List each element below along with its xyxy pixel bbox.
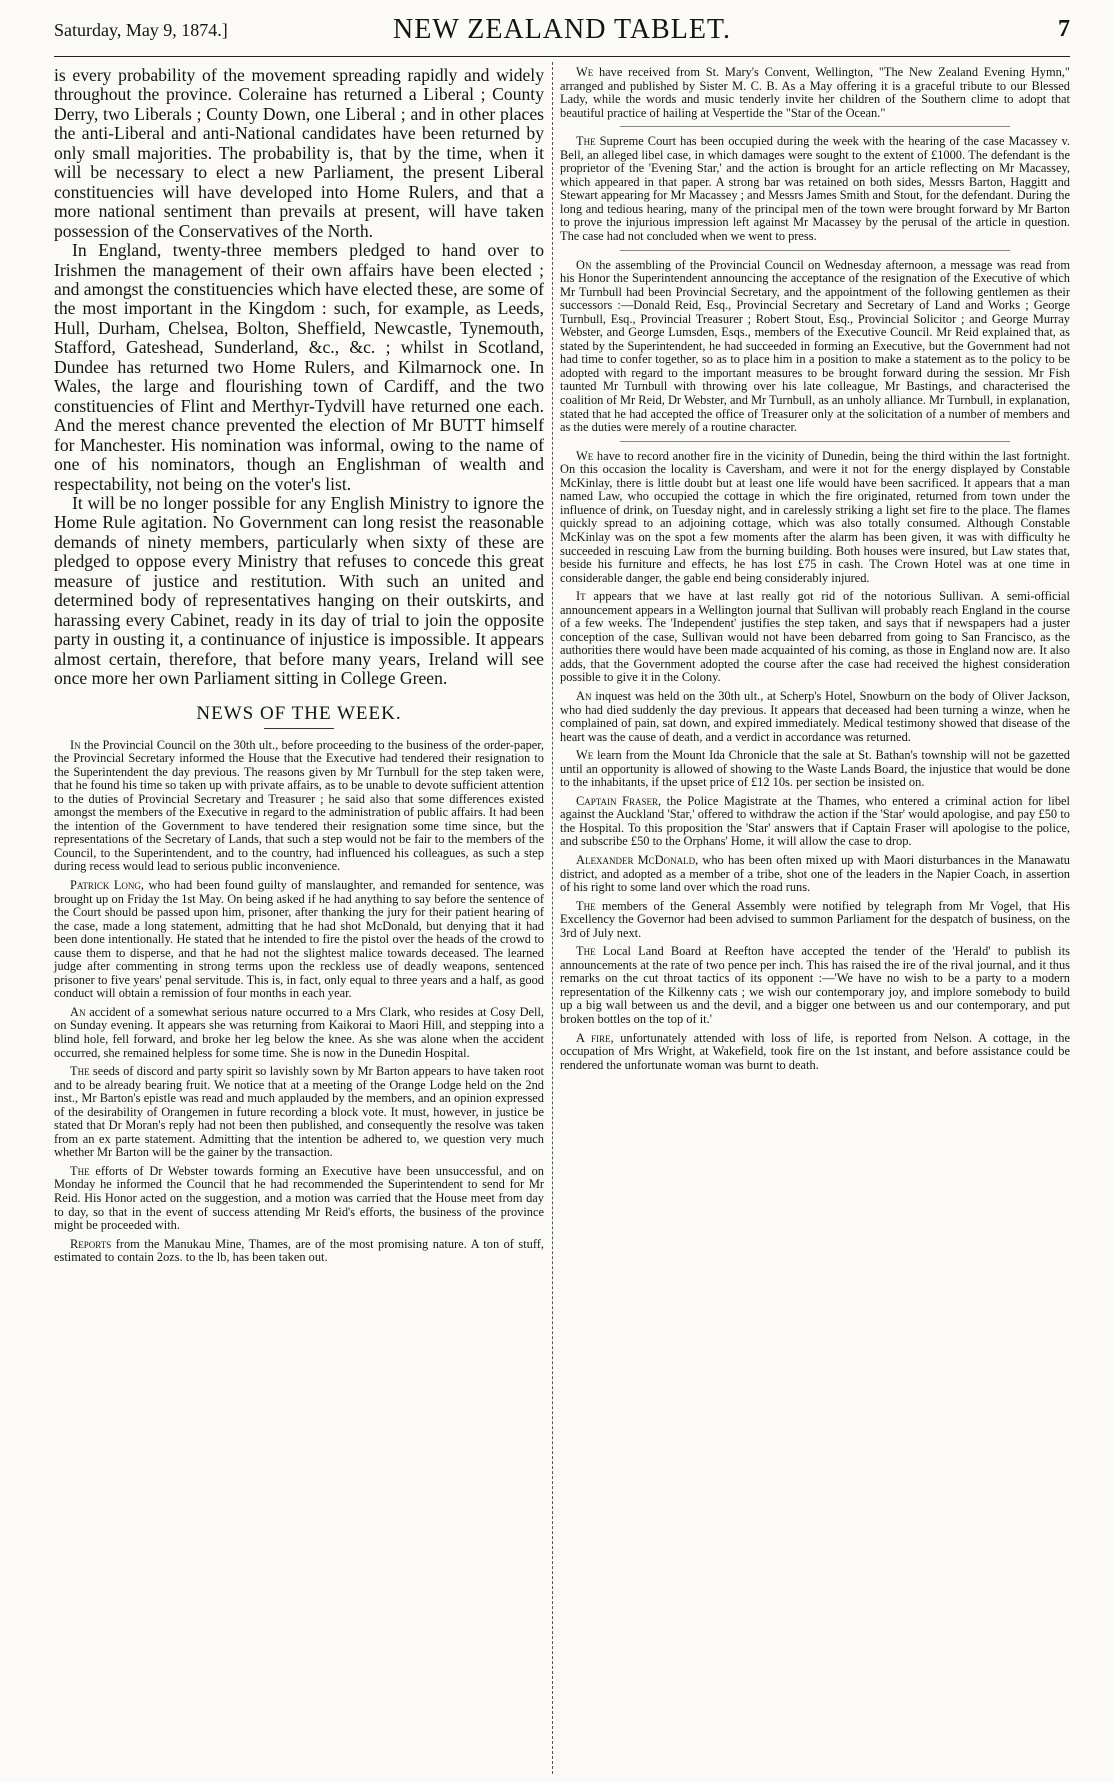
news-item <box>560 795 1070 849</box>
news-item-text: learn from the Mount Ida Chronicle that the sale at St. Bathan's township will not be gazetted until an opportunity is allowed of showing to the Waste Lands Board, the injustice that would be done to the inhabitants, if the upset price of £12 10s. per section be insisted on. <box>560 748 1070 790</box>
news-item-text: Supreme Court has been occupied during the week with the hearing of the case Macassey v. Bell, an alleged libel case, in which damages were sought to the extent of £1000. The defendant is the proprietor of the 'Evening Star,' and the action is brought for an article reflecting on Mr Macassey, which appeared in that paper. A strong bar was retained on both sides, Messrs Barton, Haggitt and Stewart appearing for Mr Macassey ; and Messrs James Smith and Stout, for the defendant. During the long and tedious hearing, many of the principal men of the town were brought forward by Mr Barton to prove the injurious impression left against Mr Macassey by the perusal of the article in question. The case had not concluded when we went to press. <box>560 134 1070 244</box>
news-item-lead: We <box>576 65 594 79</box>
news-item-lead: We <box>576 448 594 463</box>
news-item <box>560 749 1070 790</box>
news-item-text: from the Manukau Mine, Thames, are of the most promising nature. A ton of stuff, estimated to contain 2ozs. to the lb, has been taken out. <box>54 1236 544 1265</box>
news-item <box>54 879 544 1001</box>
news-item <box>560 1032 1070 1073</box>
masthead-title: NEW ZEALAND TABLET. <box>393 14 731 45</box>
news-item-text: inquest was held on the 30th ult., at Scherp's Hotel, Snowburn on the body of Oliver Jackson, who had died suddenly the day previous. It appears that deceased had been turning a winze, when he complained of pain, sat down, and expired immediately. Medical testimony showed that disease of the heart was the cause of death, and a verdict in accordance was returned. <box>560 688 1070 744</box>
news-item-text: efforts of Dr Webster towards forming an Executive have been unsuccessful, and on Monday he informed the Council that he had recommended the Superintendent to send for Mr Reid. His Honor acted on the suggestion, and a motion was carried that the House meet from day to day, so that in the event of success attending Mr Reid's efforts, the business of the province might be proceeded with. <box>54 1163 544 1233</box>
news-item-text: have to record another fire in the vicinity of Dunedin, being the third within the last fortnight. On this occasion the locality is Caversham, and were it not for the energy displayed by Constable McKinlay, there is little doubt but at least one life would have been sacrificed. It appears that a man named Law, who occupied the cottage in which the fire originated, returned from town under the influence of drink, on Tuesday night, and in carelessly striking a light set fire to the place. The flames quickly spread to an adjoining cottage, which was also totally consumed. Although Constable McKinlay was on the spot a few moments after the alarm has been given, it was with difficulty he succeeded in rescuing Law from the burning building. Both houses were insured, but Law states that, beside his furniture and effects, he has lost £75 in cash. The Crown Hotel was at one time in considerable danger, the gable end being considerably injured. <box>560 448 1070 585</box>
news-item-text: members of the General Assembly were notified by telegraph from Mr Vogel, that His Excellency the Governor had been advised to summon Parliament for the despatch of business, on the 3rd of July next. <box>560 898 1070 940</box>
news-item-text: seeds of discord and party spirit so lavishly sown by Mr Barton appears to have taken root and to be already bearing fruit. We notice that at a meeting of the Orange Lodge held on the 2nd inst., Mr Barton's epistle was read and much applauded by the members, and an opinion expressed of the desirability of Orangemen in future recording a block vote. It must, however, in justice be stated that Dr Moran's reply had not been then published, and consequently the resolve was taken from an ex parte statement. Admitting that the intention be adhered to, we question very much whether Mr Barton will be the gainer by the transaction. <box>54 1064 544 1160</box>
left-column <box>54 66 544 1270</box>
news-item-lead: On <box>576 257 592 272</box>
news-item <box>560 590 1070 685</box>
news-item-lead: The <box>576 134 596 149</box>
news-item-lead: Reports <box>70 1236 112 1251</box>
news-item <box>54 739 544 874</box>
news-item <box>560 690 1070 744</box>
news-item <box>54 1006 544 1060</box>
news-item-lead: In <box>70 737 81 752</box>
news-item <box>560 259 1070 435</box>
news-item-text: unfortunately attended with loss of life, is reported from Nelson. A cottage, in the occupation of Mrs Wright, at Wakefield, took fire on the 1st instant, and before assistance could be rendered the unfortunate woman was burnt to death. <box>560 1030 1070 1072</box>
news-item-lead: Alexander McDonald, <box>576 852 699 867</box>
item-separator <box>620 126 1010 127</box>
news-item-lead: An <box>70 1004 86 1019</box>
news-item <box>54 1065 544 1160</box>
news-item-lead: The <box>576 944 596 959</box>
column-divider <box>552 62 553 1774</box>
news-item-lead: We <box>576 748 594 763</box>
news-item-lead: A fire, <box>576 1030 614 1045</box>
news-item-text: appears that we have at last really got rid of the notorious Sullivan. A semi-official announcement appears in a Wellington journal that Sullivan will probably reach England in the course of a few weeks. The 'Independent' justifies the step taken, and says that if newspapers had a juster conception of the case, Sullivan would not have been debarred from going to San Francisco, as the authorities there would have been made acquainted of his coming, as those in England now are. It also adds, that the Government adopted the course after the case had received the highest consideration possible to give it in the Colony. <box>560 589 1070 685</box>
news-item <box>560 945 1070 1026</box>
news-item <box>560 450 1070 585</box>
news-item-text: who has been often mixed up with Maori disturbances in the Manawatu district, and adopted as a member of a tribe, shot one of the leaders in the Napier Coach, in assertion of his right to some land over which the road runs. <box>560 852 1070 895</box>
editorial-paragraph: is every probability of the movement spreading rapidly and widely throughout the province. Coleraine has returned a Liberal ; County Derry, two Liberals ; County Down, one Liberal ; and in other places the anti-Liberal and anti-National candidates have been returned by only small majorities. The probability is, that by the time, when it will be necessary to elect a new Parliament, the present Liberal constituencies will have developed into Home Rulers, and that a more national sentiment than prevails at present, will have taken possession of the Conservatives of the North. <box>54 65 544 241</box>
news-item <box>54 1165 544 1233</box>
news-item <box>560 135 1070 243</box>
item-separator <box>620 250 1010 251</box>
news-item-lead: It <box>576 589 586 604</box>
news-item-lead: An <box>576 688 592 703</box>
news-item <box>560 66 1070 120</box>
news-item-text: the assembling of the Provincial Council on Wednesday afternoon, a message was read from his Honor the Superintendent announcing the acceptance of the resignation of the Executive of which Mr Turnbull had been Provincial Secretary, and the appointment of the following gentlemen as their successors :—Donald Reid, Esq., Provincial Secretary and Secretary of Land and Works ; George Turnbull, Esq., Provincial Treasurer ; Robert Stout, Esq., Provincial Solicitor ; and George Murray Webster, and George Lumsden, Esqs., members of the Executive Council. Mr Reid explained that, as stated by the Superintendent, he had succeeded in forming an Executive, but the Government had not had time to confer together, so as to place him in a position to make a statement as to the policy to be adopted with regard to the important measures to be brought forward during the session. Mr Fish taunted Mr Turnbull with throwing over his late colleague, Mr Bastings, and characterised the coalition of Mr Reid, Dr Webster, and Mr Turnbull, as an unholy alliance. Mr Turnbull, in explanation, stated that he had accepted the office of Treasurer only at the solicitation of a number of members and as the duties were merely of a routine character. <box>560 257 1070 435</box>
right-column <box>560 66 1070 1077</box>
header-rule <box>54 56 1070 57</box>
section-heading: NEWS OF THE WEEK. <box>196 702 402 724</box>
editorial-paragraph: In England, twenty-three members pledged to hand over to Irishmen the management of their own affairs have been elected ; and amongst the constituencies which have elected these, are some of the most important in the Kingdom : such, for example, as Leeds, Hull, Durham, Chelsea, Bolton, Sheffield, Newcastle, Tynemouth, Stafford, Gateshead, Sunderland, &c., &c. ; whilst in Scotland, Dundee has returned two Home Rulers, and Kilmarnock one. In Wales, the large and flourishing town of Cardiff, and the two constituencies of Flint and Merthyr-Tydvill have returned one each. And the merest chance prevented the election of Mr BUTT himself for Manchester. His nomination was informal, owing to the name of one of his nominators, though an Englishman of wealth and respectability, not being on the voter's list. <box>54 240 545 494</box>
news-item <box>560 900 1070 941</box>
item-separator <box>620 441 1010 442</box>
news-item-text: Local Land Board at Reefton have accepted the tender of the 'Herald' to publish its announcements at the rate of two pence per inch. This has raised the ire of the rival journal, and it thus remarks on the cut throat tactics of its opponent :—'We have no wish to be a party to a modern representation of the Kilkenny cats ; we wish our contemporary joy, and implore somebody to build up a big wall between us and the devil, and a bigger one between us and our contemporary, and put broken bottles on the top of it.' <box>560 944 1070 1026</box>
news-item-lead: Captain Fraser, <box>576 793 662 808</box>
page-number: 7 <box>1058 16 1070 42</box>
news-item-lead: The <box>576 898 596 913</box>
news-item-text: have received from St. Mary's Convent, Wellington, "The New Zealand Evening Hymn," arranged and published by Sister M. C. B. As a May offering it is a graceful tribute to our Blessed Lady, while the words and music tenderly invite her children of the Southern clime to adopt that beautiful practice of hailing at Vespertide the "Star of the Ocean." <box>560 65 1070 120</box>
heading-rule <box>264 728 334 729</box>
news-item-text: who had been found guilty of manslaughter, and remanded for sentence, was brought up on Friday the 1st May. On being asked if he had anything to say before the sentence of the Court should be passed upon him, prisoner, after thanking the jury for their patient hearing of the case, made a long statement, admitting that he had shot McDonald, but denying that it had been done intentionally. He stated that he intended to fire the pistol over the heads of the crowd to cause them to disperse, and that he had not the slightest malice towards deceased. The learned judge after commenting in strong terms upon the reckless use of deadly weapons, sentenced prisoner to five years' penal servitude. This is, in fact, only equal to three years and a half, as good conduct will obtain a remission of four months in each year. <box>54 877 544 1001</box>
news-item-lead: The <box>70 1163 90 1178</box>
news-item-lead: Patrick Long, <box>70 877 145 892</box>
news-item <box>560 854 1070 895</box>
news-item-text: the Police Magistrate at the Thames, who entered a criminal action for libel against the Auckland 'Star,' offered to withdraw the action if the 'Star' would apologise, and pay £50 to the Hospital. To this proposition the 'Star' answers that if Captain Fraser will apologise to the police, and subscribe £50 to the Orphans' Home, it will allow the case to drop. <box>560 793 1070 849</box>
news-item-text: the Provincial Council on the 30th ult., before proceeding to the business of the order-paper, the Provincial Secretary informed the House that the Executive had tendered their resignation to the Superintendent the day previous. The reasons given by Mr Turnbull for the step taken were, that he found his time so taken up with private affairs, as to be unable to devote sufficient attention to the duties of Provincial Secretary and Treasurer ; he said also that some differences existed amongst the members of the Executive in regard to the administration of public affairs. It had been the intention of the Government to have tendered their resignation some time since, but the representations of the Secretary of Lands, that such a step would not be fair to the members of the Council, to the Superintendent, and to the country, had influenced his colleagues, as such a step during recess would lead to serious public inconvenience. <box>54 737 544 874</box>
issue-date: Saturday, May 9, 1874.] <box>54 20 228 40</box>
editorial-paragraph: It will be no longer possible for any English Ministry to ignore the Home Rule agitation. No Government can long resist the reasonable demands of ninety members, particularly when sixty of these are pledged to oppose every Ministry that refuses to concede this great measure of justice and restitution. With such an united and determined body of representatives hanging on their outskirts, and harassing every Cabinet, ready in its day of trial to join the opposite party in ousting it, a continuance of injustice is impossible. It appears almost certain, therefore, that before many years, Ireland will see once more her own Parliament sitting in College Green. <box>54 492 544 689</box>
news-item-text: accident of a somewhat serious nature occurred to a Mrs Clark, who resides at Cosy Dell, on Sunday evening. It appears she was returning from Kaikorai to Maori Hill, and stepping into a blind hole, fell forward, and broke her leg below the knee. As she was alone when the accident occurred, she remained helpless for some time. She is now in the Dunedin Hospital. <box>54 1004 544 1060</box>
news-item-lead: The <box>70 1064 90 1079</box>
page-header <box>54 14 1070 48</box>
news-item <box>54 1238 544 1265</box>
